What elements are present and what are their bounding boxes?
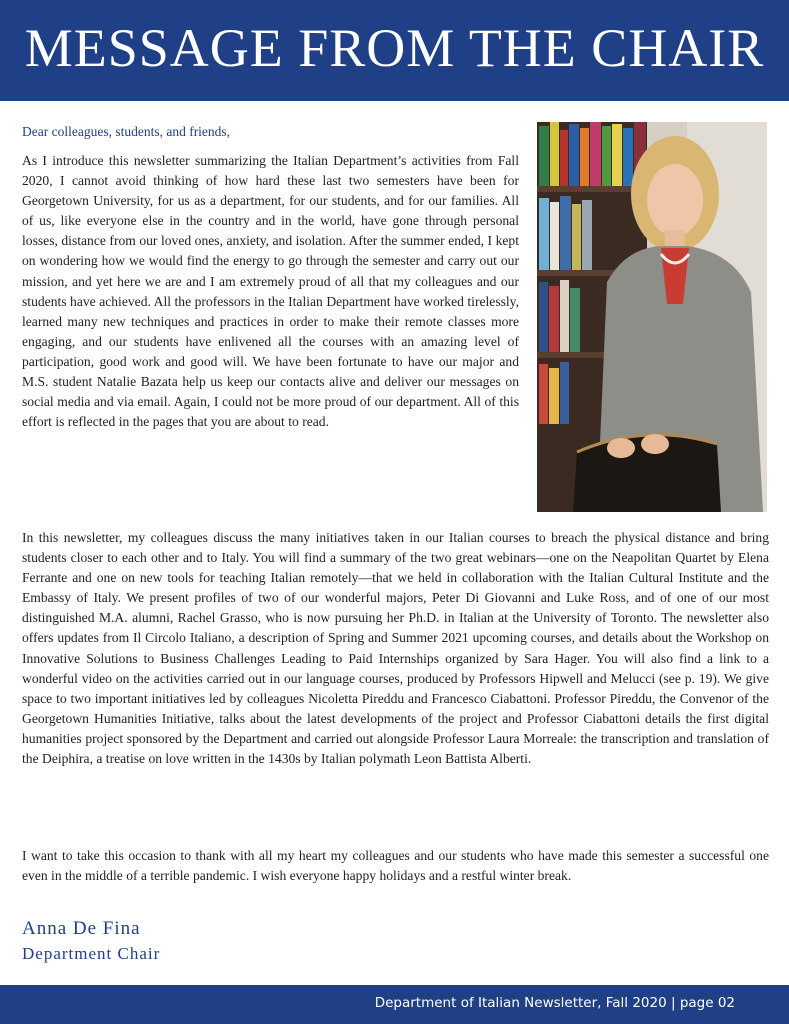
signature-role: Department Chair (22, 944, 161, 963)
letter-greeting: Dear colleagues, students, and friends, (22, 124, 231, 139)
page-title: MESSAGE FROM THE CHAIR (24, 18, 765, 78)
header-banner (0, 0, 789, 101)
letter-paragraph-3: I want to take this occasion to thank with all my heart my colleagues and our students who have made this semester a successful one even in the middle of a terrible pandemic. I wish everyone happy holidays and a restful winter break. (22, 848, 769, 884)
footer-banner (0, 985, 789, 1024)
letter-paragraph-1: As I introduce this newsletter summarizing the Italian Department’s activities from Fall 2020, I cannot avoid thinking of how hard these last two semesters have been for Georgetown University, for us as a department, for our students, and for our families. All of us, like everyone else in the country and in the world, have gone through personal losses, distance from our loved ones, anxiety, and isolation. After the summer ended, I kept on wondering how we would find the energy to go through the semester and carry out our mission, and yet here we are and I am extremely proud of all that my colleagues and our students have achieved. All the professors in the Italian Department have worked tirelessly, learned many new techniques and practices in order to make their remote classes more engaging, and our students have enlivened all the courses with an amazing level of participation, good work and good will. We have been fortunate to have our major and M.S. student Natalie Bazata help us keep our contacts alive and deliver our messages on social media and via email. Again, I could not be more proud of our department. All of this effort is reflected in the pages that you are about to read. (22, 153, 519, 430)
letter-paragraph-2: In this newsletter, my colleagues discuss the many initiatives taken in our Italian courses to breach the physical distance and bring students closer to each other and to Italy. You will find a summary of the two great webinars—one on the Neapolitan Quartet by Elena Ferrante and one on new tools for teaching Italian remotely—that we held in collaboration with the Italian Cultural Institute and the Embassy of Italy. We present profiles of two of our wonderful majors, Peter Di Giovanni and Luke Ross, and of one of our most distinguished M.A. alumni, Rachel Grasso, who is now pursuing her Ph.D. in Italian at the University of Toronto. The newsletter also offers updates from Il Circolo Italiano, a description of Spring and Summer 2021 upcoming courses, and details about the Workshop on Innovative Solutions to Business Challenges Leading to Paid Internships organized by Sara Hager. You will also find a link to a wonderful video on the activities carried out in our language courses, produced by Professors Hipwell and Melucci (see p. 19). We give space to two important initiatives led by colleagues Nicoletta Pireddu and Francesco Ciabattoni. Professor Pireddu, the Convenor of the Georgetown Humanities Initiative, talks about the latest developments of the project and Professor Ciabattoni details the first digital humanities project sponsored by the Department and carried out alongside Professor Laura Morreale: the transcription and translation of the Deiphira, a treatise on love written in the 1430s by Italian polymath Leon Battista Alberti. (22, 530, 769, 767)
signature-name: Anna De Fina (22, 918, 141, 939)
footer-text: Department of Italian Newsletter, Fall 2020 | page 02 (374, 995, 735, 1011)
portrait-illustration (537, 122, 767, 512)
chair-portrait-photo (537, 122, 767, 512)
